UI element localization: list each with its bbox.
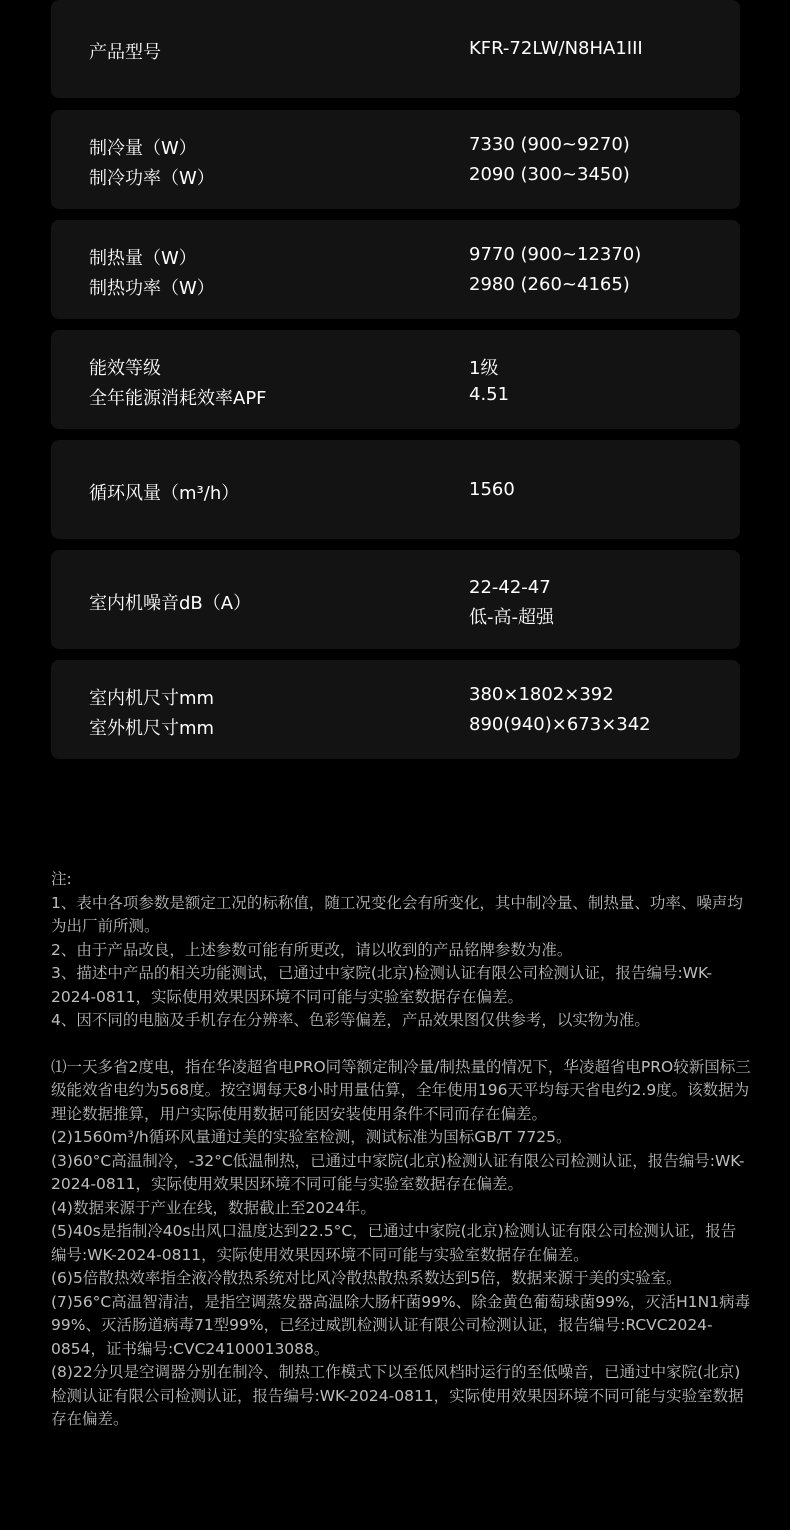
spec-value-levels: 低-高-超强	[469, 607, 554, 628]
footnote-item: (3)60°C高温制冷，-32°C低温制热，已通过中家院(北京)检测认证有限公司检测认证，报告编号:WK-2024-0811，实际使用效果因环境不同可能与实验室数据存在偏差。	[51, 1151, 745, 1193]
footnote-item: (2)1560m³/h循环风量通过美的实验室检测，测试标准为国标GB/T 7725。	[51, 1128, 572, 1146]
spec-label: 循环风量（m³/h）	[89, 483, 240, 504]
spec-label: 制热功率（W）	[89, 278, 215, 299]
spec-value: 22-42-47	[469, 577, 551, 598]
spec-label: 能效等级	[89, 358, 161, 379]
note-item: 4、因不同的电脑及手机存在分辨率、色彩等偏差，产品效果图仅供参考，以实物为准。	[51, 1011, 650, 1029]
notes-spacer	[51, 1033, 751, 1056]
spec-label: 室内机噪音dB（A）	[89, 593, 252, 614]
spec-value: KFR-72LW/N8HA1III	[469, 38, 643, 59]
spec-label: 全年能源消耗效率APF	[89, 388, 267, 409]
spec-card-heating	[51, 220, 740, 319]
footnote-item: (5)40s是指制冷40s出风口温度达到22.5°C，已通过中家院(北京)检测认证有限公司检测认证，报告编号:WK-2024-0811，实际使用效果因环境不同可能与实验室数据存在偏差。	[51, 1222, 737, 1264]
footnote-item: (8)22分贝是空调器分别在制冷、制热工作模式下以至低风档时运行的至低噪音，已通过中家院(北京)检测认证有限公司检测认证，报告编号:WK-2024-0811，实际使用效果因环境不同可能与实验室数据存在偏差。	[51, 1363, 744, 1428]
footnote-item: ⑴一天多省2度电，指在华凌超省电PRO同等额定制冷量/制热量的情况下，华凌超省电PRO较新国标三级能效省电约为568度。按空调每天8小时用量估算，全年使用196天平均每天省电约2.9度。该数据为理论数据推算，用户实际使用数据可能因安装使用条件不同而存在偏差。	[51, 1057, 751, 1123]
spec-value: 7330 (900~9270)	[469, 134, 630, 155]
spec-value: 2980 (260~4165)	[469, 274, 630, 295]
footnote-item: (6)5倍散热效率指全液冷散热系统对比风冷散热散热系数达到5倍，数据来源于美的实验室。	[51, 1269, 682, 1287]
spec-value: 1560	[469, 479, 515, 500]
footnote-item: (7)56°C高温智清洁，是指空调蒸发器高温除大肠杆菌99%、除金黄色葡萄球菌99%，灭活H1N1病毒99%、灭活肠道病毒71型99%，已经过威凯检测认证有限公司检测认证，报告编号:RCVC2024-0854，证书编号:CVC24100013088。	[51, 1292, 751, 1358]
spec-value: 380×1802×392	[469, 684, 614, 705]
spec-label: 室外机尺寸mm	[89, 718, 215, 739]
footnote-item: (4)数据来源于产业在线，数据截止至2024年。	[51, 1198, 376, 1217]
spec-label: 制冷功率（W）	[89, 168, 215, 189]
spec-value: 1级	[469, 358, 499, 379]
spec-label: 室内机尺寸mm	[89, 688, 215, 709]
spec-value: 4.51	[469, 384, 510, 405]
notes-heading: 注:	[51, 870, 72, 888]
spec-card-airflow	[51, 440, 740, 539]
spec-card-cooling	[51, 110, 740, 209]
spec-label: 产品型号	[89, 42, 161, 63]
spec-card-model	[51, 0, 740, 98]
spec-label: 制热量（W）	[89, 248, 197, 269]
spec-card-efficiency	[51, 330, 740, 429]
spec-value: 890(940)×673×342	[469, 714, 651, 735]
spec-card-noise	[51, 550, 740, 649]
spec-value: 2090 (300~3450)	[469, 164, 630, 185]
spec-value: 9770 (900~12370)	[469, 244, 642, 265]
note-item: 3、描述中产品的相关功能测试，已通过中家院(北京)检测认证有限公司检测认证，报告编号:WK-2024-0811，实际使用效果因环境不同可能与实验室数据存在偏差。	[51, 964, 713, 1006]
spec-label: 制冷量（W）	[89, 138, 197, 159]
note-item: 1、表中各项参数是额定工况的标称值，随工况变化会有所变化，其中制冷量、制热量、功率、噪声均为出厂前所测。	[51, 893, 743, 935]
note-item: 2、由于产品改良，上述参数可能有所更改，请以收到的产品铭牌参数为准。	[51, 940, 573, 959]
notes-section	[51, 868, 751, 1432]
spec-card-dimensions	[51, 660, 740, 759]
